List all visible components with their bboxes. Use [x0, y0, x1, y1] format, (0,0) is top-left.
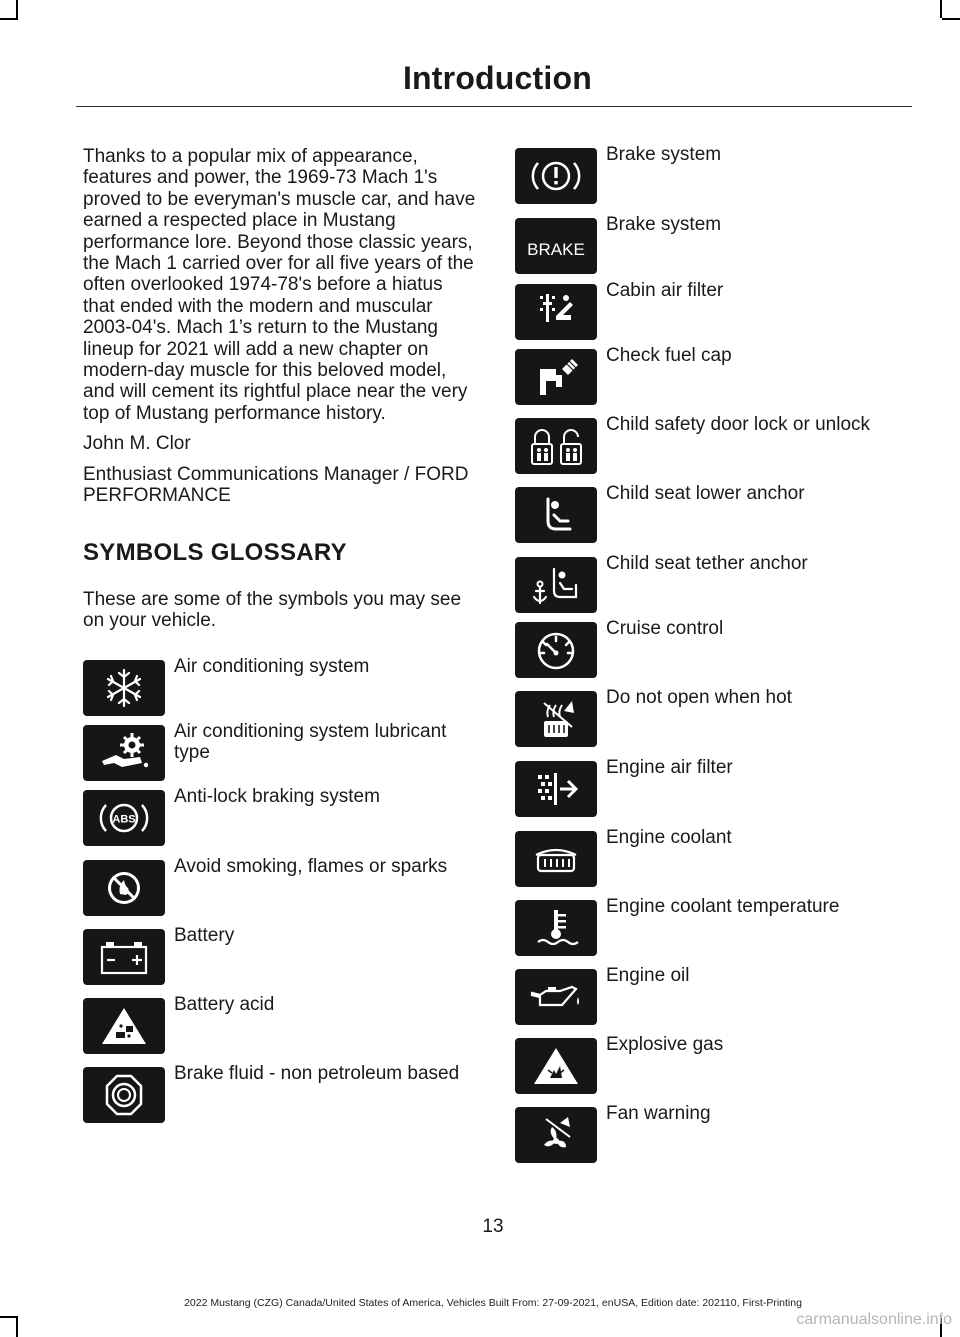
- symbol-label: Anti-lock braking system: [174, 786, 380, 807]
- engine-oil-icon: [515, 969, 597, 1025]
- engine-air-filter-icon: [515, 761, 597, 817]
- brake-icon-text: BRAKE: [527, 240, 585, 259]
- section-heading: SYMBOLS GLOSSARY: [83, 538, 347, 566]
- author-name: John M. Clor: [83, 433, 191, 455]
- crop-mark: [0, 1316, 18, 1318]
- symbol-label: Do not open when hot: [606, 687, 792, 708]
- intro-paragraph: Thanks to a popular mix of appearance, features and power, the 1969-73 Mach 1's proved to be everyman's muscle car, and have earned a respected place in Mustang performance lore. Beyond those classic years, the Mach 1 carried over for all five years of the often overlooked 1974-78's before a hiatus that ended with the modern and muscular 2003-04's. Mach 1’s return to the Mustang lineup for 2021 will add a new chapter on modern-day muscle for this beloved model, and will cement its rightful place near the very top of Mustang performance history.: [83, 146, 476, 424]
- no-flame-icon: [83, 860, 165, 916]
- symbol-label: Engine coolant temperature: [606, 896, 840, 917]
- symbol-label: Cabin air filter: [606, 280, 724, 301]
- symbol-label: Battery acid: [174, 994, 275, 1015]
- glossary-intro: These are some of the symbols you may see on your vehicle.: [83, 588, 462, 631]
- symbol-label: Air conditioning system lubricant type: [174, 721, 447, 764]
- page-title: Introduction: [402, 60, 592, 96]
- symbol-label: Engine oil: [606, 965, 690, 986]
- brake-text-icon: [515, 218, 597, 274]
- abs-icon: [83, 790, 165, 846]
- crop-mark: [940, 0, 942, 18]
- coolant-temperature-icon: [515, 900, 597, 956]
- symbol-label: Brake system: [606, 144, 722, 165]
- symbol-label: Fan warning: [606, 1103, 711, 1124]
- snowflake-icon: [83, 660, 165, 716]
- cabin-air-filter-icon: [515, 284, 597, 340]
- symbol-label: Battery: [174, 925, 235, 946]
- symbol-label: Engine coolant: [606, 827, 732, 848]
- explosive-gas-icon: [515, 1038, 597, 1094]
- author-title: Enthusiast Communications Manager / FORD PERFORMANCE: [83, 463, 469, 507]
- crop-mark: [0, 18, 18, 20]
- fuel-cap-icon: [515, 349, 597, 405]
- left-column: [83, 146, 478, 640]
- child-lock-icon: [515, 418, 597, 474]
- watermark: carmanualsonline.info: [796, 1311, 952, 1328]
- crop-mark: [16, 1318, 18, 1337]
- fan-warning-icon: [515, 1107, 597, 1163]
- ac-lubricant-icon: [83, 725, 165, 781]
- brake-warning-icon: [515, 148, 597, 204]
- header-divider: [76, 106, 912, 107]
- symbol-label: Child safety door lock or unlock: [606, 414, 871, 435]
- child-seat-anchor-icon: [515, 487, 597, 543]
- symbol-label: Check fuel cap: [606, 345, 732, 366]
- battery-icon: [83, 929, 165, 985]
- symbol-label: Brake system: [606, 214, 722, 235]
- child-tether-anchor-icon: [515, 557, 597, 613]
- crop-mark: [942, 18, 960, 20]
- footer-text: 2022 Mustang (CZG) Canada/United States of America, Vehicles Built From: 27-09-2021, enUSA, Edition date: 202110, First-Printing: [184, 1297, 802, 1309]
- symbol-label: Brake fluid - non petroleum based: [174, 1063, 460, 1084]
- cruise-control-icon: [515, 622, 597, 678]
- do-not-open-hot-icon: [515, 691, 597, 747]
- engine-coolant-icon: [515, 831, 597, 887]
- symbol-label: Engine air filter: [606, 757, 733, 778]
- symbol-label: Avoid smoking, flames or sparks: [174, 856, 448, 877]
- svg-text:ABS: ABS: [112, 813, 136, 826]
- battery-acid-icon: [83, 998, 165, 1054]
- brake-fluid-icon: [83, 1067, 165, 1123]
- symbol-label: Explosive gas: [606, 1034, 724, 1055]
- symbol-label: Child seat tether anchor: [606, 553, 808, 574]
- page-number: 13: [482, 1216, 504, 1237]
- symbol-label: Air conditioning system: [174, 656, 370, 677]
- symbol-label: Cruise control: [606, 618, 724, 639]
- crop-mark: [16, 0, 18, 18]
- symbol-label: Child seat lower anchor: [606, 483, 805, 504]
